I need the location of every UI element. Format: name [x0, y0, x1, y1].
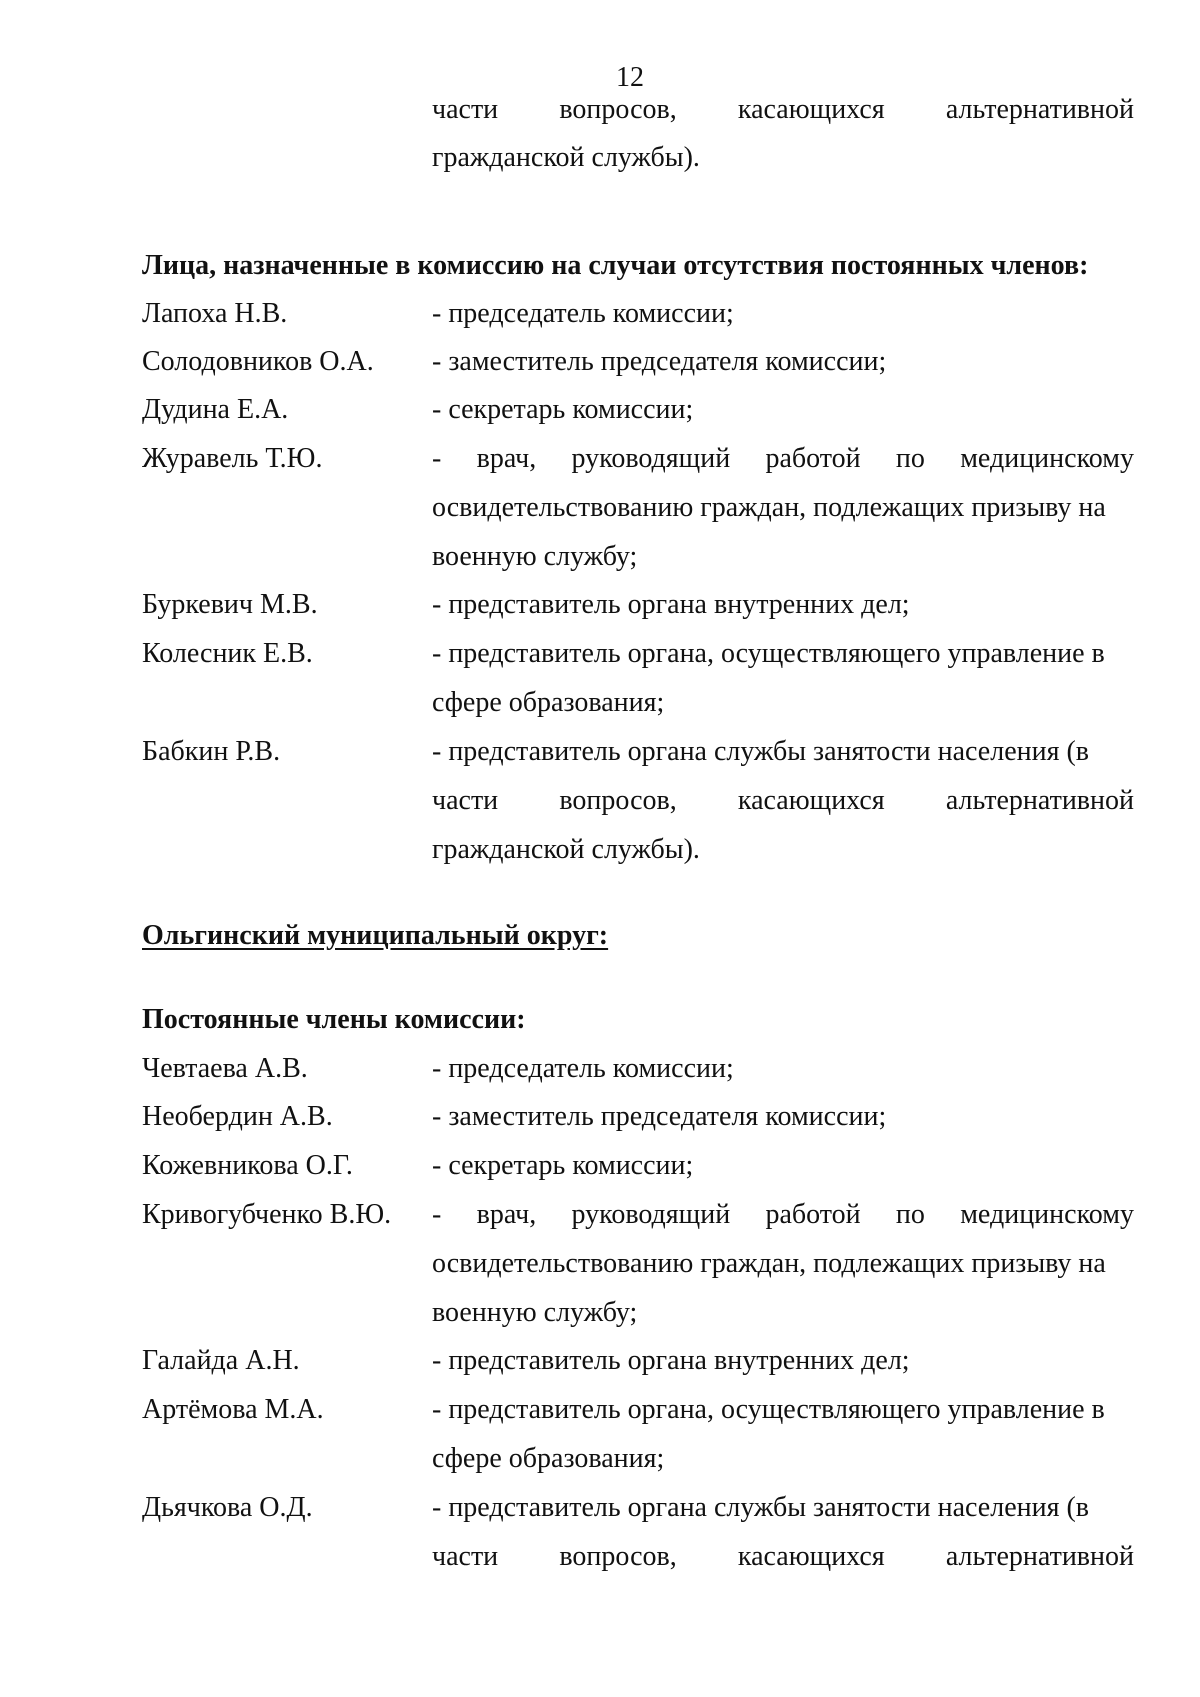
word: работой: [765, 1199, 861, 1230]
word: части: [432, 1541, 499, 1572]
member-name: Солодовников О.А.: [142, 346, 374, 377]
member-role-continuation: сфере образования;: [432, 687, 665, 718]
member-role-continuation: военную службу;: [432, 1297, 638, 1328]
member-role: - секретарь комиссии;: [432, 394, 694, 425]
member-name: Дудина Е.А.: [142, 394, 289, 425]
continuation-line-1: [432, 92, 1134, 128]
member-name: Буркевич М.В.: [142, 589, 318, 620]
member-role: - председатель комиссии;: [432, 1053, 734, 1084]
member-role: - председатель комиссии;: [432, 298, 734, 329]
member-role: - заместитель председателя комиссии;: [432, 346, 887, 377]
member-role: [432, 1197, 1134, 1233]
word: -: [432, 1199, 442, 1230]
word: части: [432, 785, 499, 816]
member-name: Лапоха Н.В.: [142, 298, 288, 329]
word: руководящий: [571, 1199, 731, 1230]
member-name: Бабкин Р.В.: [142, 736, 281, 767]
word: работой: [765, 443, 861, 474]
word: альтернативной: [945, 785, 1134, 816]
word: касающихся: [737, 94, 885, 125]
word: врач,: [476, 1199, 537, 1230]
member-role: - представитель органа службы занятости населения (в: [432, 1492, 1090, 1523]
member-name: Журавель Т.Ю.: [142, 443, 323, 474]
member-name: Галайда А.Н.: [142, 1345, 300, 1376]
member-role-continuation: освидетельствованию граждан, подлежащих призыву на: [432, 1248, 1106, 1279]
member-role-continuation: сфере образования;: [432, 1443, 665, 1474]
member-role-continuation: гражданской службы).: [432, 834, 700, 865]
word: -: [432, 443, 442, 474]
member-role-continuation: [432, 1539, 1134, 1575]
member-name: Дьячкова О.Д.: [142, 1492, 313, 1523]
word: руководящий: [571, 443, 731, 474]
word: касающихся: [737, 1541, 885, 1572]
continuation-line-2: гражданской службы).: [432, 142, 700, 173]
member-role-continuation: [432, 783, 1134, 819]
member-role-continuation: военную службу;: [432, 541, 638, 572]
member-role: - секретарь комиссии;: [432, 1150, 694, 1181]
member-role: - представитель органа внутренних дел;: [432, 1345, 910, 1376]
section-heading-permanent: Постоянные члены комиссии:: [142, 1004, 526, 1035]
word: по: [895, 443, 925, 474]
member-role: - заместитель председателя комиссии;: [432, 1101, 887, 1132]
word: по: [895, 1199, 925, 1230]
member-role: [432, 441, 1134, 477]
member-role: - представитель органа внутренних дел;: [432, 589, 910, 620]
word: врач,: [476, 443, 537, 474]
member-name: Необердин А.В.: [142, 1101, 333, 1132]
word: вопросов,: [559, 1541, 677, 1572]
section-heading-substitutes: Лица, назначенные в комиссию на случаи отсутствия постоянных членов:: [142, 250, 1089, 281]
district-title: Ольгинский муниципальный округ:: [142, 920, 609, 951]
word: части: [432, 94, 499, 125]
member-role: - представитель органа, осуществляющего управление в: [432, 638, 1105, 669]
member-role: - представитель органа, осуществляющего управление в: [432, 1394, 1105, 1425]
word: медицинскому: [960, 1199, 1134, 1230]
member-name: Колесник Е.В.: [142, 638, 313, 669]
member-role: - представитель органа службы занятости населения (в: [432, 736, 1090, 767]
member-name: Чевтаева А.В.: [142, 1053, 308, 1084]
word: вопросов,: [559, 94, 677, 125]
member-name: Кривогубченко В.Ю.: [142, 1199, 392, 1230]
word: вопросов,: [559, 785, 677, 816]
page-number: 12: [616, 62, 644, 93]
member-name: Кожевникова О.Г.: [142, 1150, 353, 1181]
member-name: Артёмова М.А.: [142, 1394, 324, 1425]
word: альтернативной: [945, 1541, 1134, 1572]
word: касающихся: [737, 785, 885, 816]
word: медицинскому: [960, 443, 1134, 474]
word: альтернативной: [945, 94, 1134, 125]
member-role-continuation: освидетельствованию граждан, подлежащих призыву на: [432, 492, 1106, 523]
